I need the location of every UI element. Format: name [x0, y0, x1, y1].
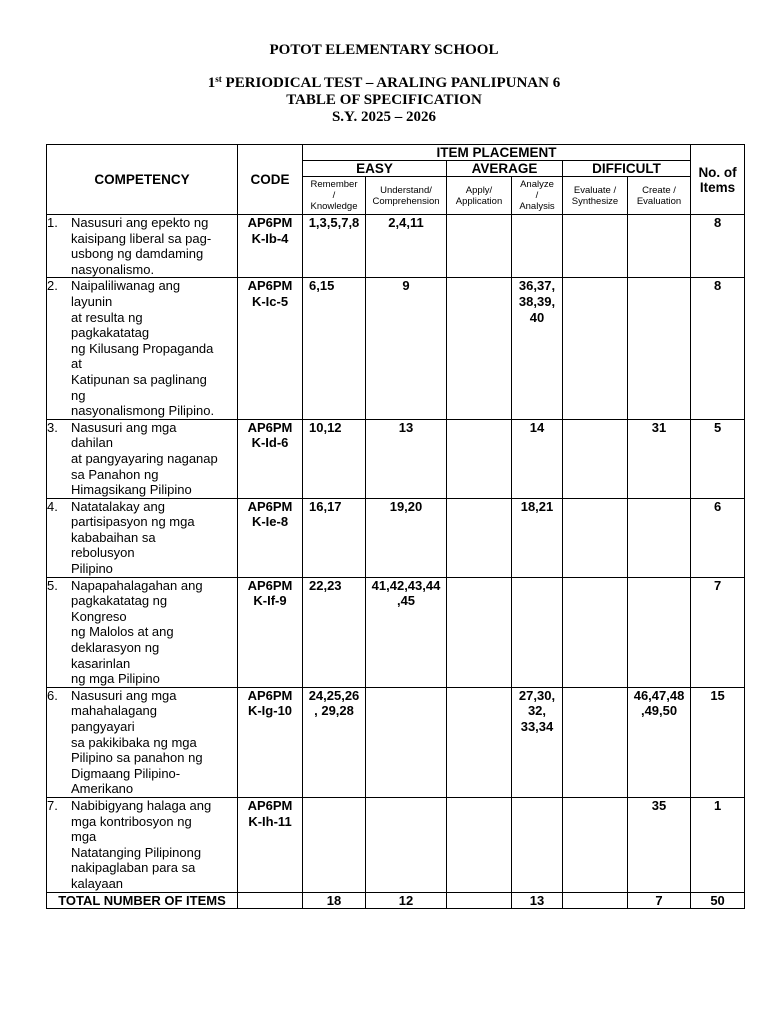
competency-text — [71, 215, 219, 277]
understand-value: 9 — [402, 278, 410, 294]
items-cell: 8 — [691, 278, 745, 419]
competency-line: deklarasyon ng kasarinlan — [71, 640, 160, 671]
understand-cell — [366, 278, 447, 419]
analyze-cell — [512, 797, 563, 892]
totals-understand: 12 — [366, 892, 447, 908]
items-cell: 6 — [691, 498, 745, 577]
competency-text — [71, 578, 219, 687]
competency-line: sa Panahon ng — [71, 466, 159, 482]
analyze-value: 38,39, — [518, 293, 556, 309]
create-value: 46,47,48 — [633, 687, 685, 703]
code-cell — [238, 797, 303, 892]
competency-line: Digmaang Pilipino- — [71, 765, 181, 781]
difficult-header: DIFFICULT — [563, 161, 691, 177]
competency-text — [71, 420, 219, 498]
create-cell — [628, 797, 691, 892]
apply-cell — [447, 419, 512, 498]
code-line: K-Id-6 — [251, 435, 289, 451]
code-line: AP6PM — [247, 687, 293, 703]
remember-header — [303, 177, 366, 215]
evaluate-cell — [563, 687, 628, 797]
remember-value: , 29,28 — [314, 703, 354, 719]
analyze-cell — [512, 498, 563, 577]
competency-line: Napapahalagahan ang — [71, 577, 203, 593]
totals-create: 7 — [628, 892, 691, 908]
code-cell — [238, 577, 303, 687]
no-of-items-line-1: No. of — [698, 164, 737, 180]
totals-evaluate — [563, 892, 628, 908]
create-cell — [628, 498, 691, 577]
remember-cell — [303, 278, 366, 419]
average-header: AVERAGE — [447, 161, 563, 177]
competency-line: Katipunan sa paglinang ng — [71, 371, 207, 403]
create-cell — [628, 687, 691, 797]
apply-header — [447, 177, 512, 215]
competency-line: at resulta ng pagkakatatag — [71, 309, 150, 341]
create-value: 35 — [651, 797, 667, 813]
create-cell — [628, 278, 691, 419]
analyze-line-3: Analysis — [519, 201, 555, 212]
remember-line-2: / — [332, 190, 336, 201]
competency-line: mga kontribosyon ng mga — [71, 813, 192, 845]
analyze-value: 40 — [529, 309, 545, 325]
competency-line: ng Kilusang Propaganda at — [71, 340, 214, 372]
code-line: AP6PM — [247, 498, 293, 514]
evaluate-cell — [563, 419, 628, 498]
understand-line-1: Understand/ — [380, 184, 432, 196]
code-line: AP6PM — [247, 278, 293, 294]
totals-row — [47, 892, 745, 908]
school-name: POTOT ELEMENTARY SCHOOL — [269, 42, 499, 58]
competency-line: sa pakikibaka ng mga — [71, 734, 197, 750]
test-title — [0, 75, 768, 92]
code-line: AP6PM — [247, 419, 293, 435]
remember-value: 16,17 — [309, 498, 342, 514]
items-cell: 8 — [691, 215, 745, 278]
understand-cell — [366, 797, 447, 892]
create-line-2: Evaluation — [636, 195, 682, 207]
code-line: K-Ie-8 — [251, 514, 289, 530]
remember-cell — [303, 577, 366, 687]
items-cell: 7 — [691, 577, 745, 687]
table-row — [47, 215, 745, 278]
no-of-items-header — [691, 145, 745, 215]
competency-line: Pilipino — [71, 561, 113, 577]
analyze-cell — [512, 278, 563, 419]
remember-value: 22,23 — [309, 577, 342, 593]
evaluate-header — [563, 177, 628, 215]
items-cell: 1 — [691, 797, 745, 892]
code-header: CODE — [238, 145, 303, 215]
no-of-items-line-2: Items — [699, 179, 736, 195]
apply-line-2: Application — [455, 195, 503, 207]
create-cell — [628, 577, 691, 687]
understand-value: 19,20 — [389, 498, 423, 514]
create-cell — [628, 419, 691, 498]
understand-cell — [366, 687, 447, 797]
competency-number: 1. — [47, 215, 58, 230]
competency-line: Natatanging Pilipinong — [71, 844, 202, 860]
evaluate-cell — [563, 215, 628, 278]
remember-cell — [303, 797, 366, 892]
understand-value: 13 — [398, 419, 414, 435]
competency-line: Nasusuri ang mga dahilan — [71, 419, 177, 451]
apply-cell — [447, 215, 512, 278]
table-row — [47, 577, 745, 687]
evaluate-line-1: Evaluate / — [573, 184, 617, 196]
apply-line-1: Apply/ — [465, 184, 493, 196]
remember-value: 10,12 — [309, 419, 342, 435]
competency-line: at pangyayaring naganap — [71, 450, 218, 466]
remember-line-1: Remember — [310, 179, 358, 190]
competency-line: Nasusuri ang epekto ng — [71, 215, 209, 230]
understand-cell — [366, 498, 447, 577]
totals-code — [238, 892, 303, 908]
competency-line: ng Malolos at ang — [71, 624, 174, 640]
competency-line: nasyonalismo. — [71, 261, 155, 277]
competency-text — [71, 278, 219, 418]
evaluate-cell — [563, 797, 628, 892]
understand-cell — [366, 419, 447, 498]
understand-cell — [366, 577, 447, 687]
analyze-line-1: Analyze — [520, 179, 554, 190]
school-year: S.Y. 2025 – 2026 — [331, 109, 437, 125]
analyze-header — [512, 177, 563, 215]
competency-line: Nabibigyang halaga ang — [71, 797, 212, 813]
remember-value: 1,3,5,7,8 — [308, 215, 360, 230]
understand-value: 41,42,43,44 — [371, 577, 441, 593]
remember-cell — [303, 687, 366, 797]
analyze-value: 18,21 — [520, 498, 554, 514]
analyze-cell — [512, 577, 563, 687]
competency-text — [71, 499, 219, 577]
create-header — [628, 177, 691, 215]
analyze-value: 14 — [529, 419, 545, 435]
totals-items: 50 — [691, 892, 745, 908]
analyze-line-2: / — [535, 190, 539, 201]
competency-text — [71, 798, 219, 892]
competency-number: 5. — [47, 577, 58, 593]
analyze-cell — [512, 687, 563, 797]
code-cell — [238, 419, 303, 498]
apply-cell — [447, 498, 512, 577]
remember-line-3: Knowledge — [310, 201, 358, 212]
specification-table — [46, 144, 745, 909]
competency-line: nasyonalismong Pilipino. — [71, 403, 215, 419]
competency-line: Natatalakay ang — [71, 498, 165, 514]
code-line: AP6PM — [247, 215, 293, 230]
table-row — [47, 419, 745, 498]
analyze-value: 33,34 — [520, 719, 554, 734]
remember-value: 24,25,26 — [308, 687, 360, 703]
code-line: AP6PM — [247, 797, 293, 813]
evaluate-cell — [563, 577, 628, 687]
code-line: K-Ig-10 — [247, 703, 293, 719]
apply-cell — [447, 687, 512, 797]
competency-number: 2. — [47, 278, 58, 294]
code-cell — [238, 215, 303, 278]
analyze-value: 32, — [527, 703, 547, 719]
remember-cell — [303, 215, 366, 278]
items-cell: 15 — [691, 687, 745, 797]
create-value: 31 — [651, 419, 667, 435]
code-line: K-If-9 — [253, 593, 287, 609]
understand-value: ,45 — [396, 593, 416, 609]
remember-cell — [303, 498, 366, 577]
totals-label: TOTAL NUMBER OF ITEMS — [47, 892, 238, 908]
competency-number: 7. — [47, 797, 58, 813]
competency-cell — [47, 797, 238, 892]
code-cell — [238, 687, 303, 797]
create-cell — [628, 215, 691, 278]
competency-cell — [47, 498, 238, 577]
competency-number: 4. — [47, 498, 58, 514]
code-line: K-Ic-5 — [251, 293, 289, 309]
understand-line-2: Comprehension — [372, 195, 440, 207]
competency-cell — [47, 278, 238, 419]
competency-header: COMPETENCY — [47, 145, 238, 215]
competency-line: kababaihan sa rebolusyon — [71, 529, 156, 561]
understand-header — [366, 177, 447, 215]
code-line: K-Ih-11 — [248, 813, 292, 829]
code-line: K-Ib-4 — [251, 230, 289, 246]
competency-text — [71, 688, 219, 797]
competency-number: 3. — [47, 419, 58, 435]
competency-line: ng mga Pilipino — [71, 671, 160, 687]
table-row — [47, 278, 745, 419]
test-title-text: PERIODICAL TEST – ARALING PANLIPUNAN 6 — [221, 75, 561, 91]
competency-cell — [47, 419, 238, 498]
competency-cell — [47, 215, 238, 278]
create-line-1: Create / — [642, 184, 676, 196]
competency-line: nakipaglaban para sa — [71, 860, 196, 876]
competency-line: Himagsikang Pilipino — [71, 482, 192, 498]
totals-remember: 18 — [303, 892, 366, 908]
totals-analyze: 13 — [512, 892, 563, 908]
remember-cell — [303, 419, 366, 498]
code-cell — [238, 498, 303, 577]
totals-apply — [447, 892, 512, 908]
test-ordinal-num: 1 — [207, 75, 216, 91]
competency-line: kaisipang liberal sa pag- — [71, 230, 212, 246]
competency-line: kalayaan — [71, 875, 124, 891]
competency-cell — [47, 687, 238, 797]
table-row — [47, 687, 745, 797]
analyze-value: 36,37, — [518, 278, 556, 294]
analyze-cell — [512, 419, 563, 498]
understand-value: 2,4,11 — [388, 215, 424, 230]
easy-header: EASY — [303, 161, 447, 177]
competency-line: partisipasyon ng mga — [71, 514, 195, 530]
table-row — [47, 797, 745, 892]
understand-cell — [366, 215, 447, 278]
competency-cell — [47, 577, 238, 687]
remember-value: 6,15 — [309, 278, 335, 294]
competency-line: Nasusuri ang mga — [71, 687, 177, 703]
create-value: ,49,50 — [640, 703, 678, 719]
competency-line: Naipaliliwanag ang layunin — [71, 278, 181, 309]
evaluate-line-2: Synthesize — [571, 195, 619, 207]
evaluate-cell — [563, 498, 628, 577]
code-cell — [238, 278, 303, 419]
document-header — [0, 42, 768, 126]
competency-line: Amerikano — [71, 781, 134, 797]
competency-number: 6. — [47, 687, 58, 703]
competency-line: pagkakatatag ng Kongreso — [71, 593, 168, 624]
document-subtitle: TABLE OF SPECIFICATION — [286, 92, 482, 108]
code-line: AP6PM — [247, 577, 293, 593]
table-row — [47, 498, 745, 577]
analyze-value: 27,30, — [518, 687, 556, 703]
test-ordinal-suffix: st — [215, 74, 222, 84]
analyze-cell — [512, 215, 563, 278]
competency-line: mahahalagang pangyayari — [71, 703, 158, 734]
apply-cell — [447, 278, 512, 419]
competency-line: usbong ng damdaming — [71, 246, 204, 262]
evaluate-cell — [563, 278, 628, 419]
competency-line: Pilipino sa panahon ng — [71, 750, 203, 766]
apply-cell — [447, 797, 512, 892]
item-placement-header: ITEM PLACEMENT — [303, 145, 691, 161]
items-cell: 5 — [691, 419, 745, 498]
apply-cell — [447, 577, 512, 687]
